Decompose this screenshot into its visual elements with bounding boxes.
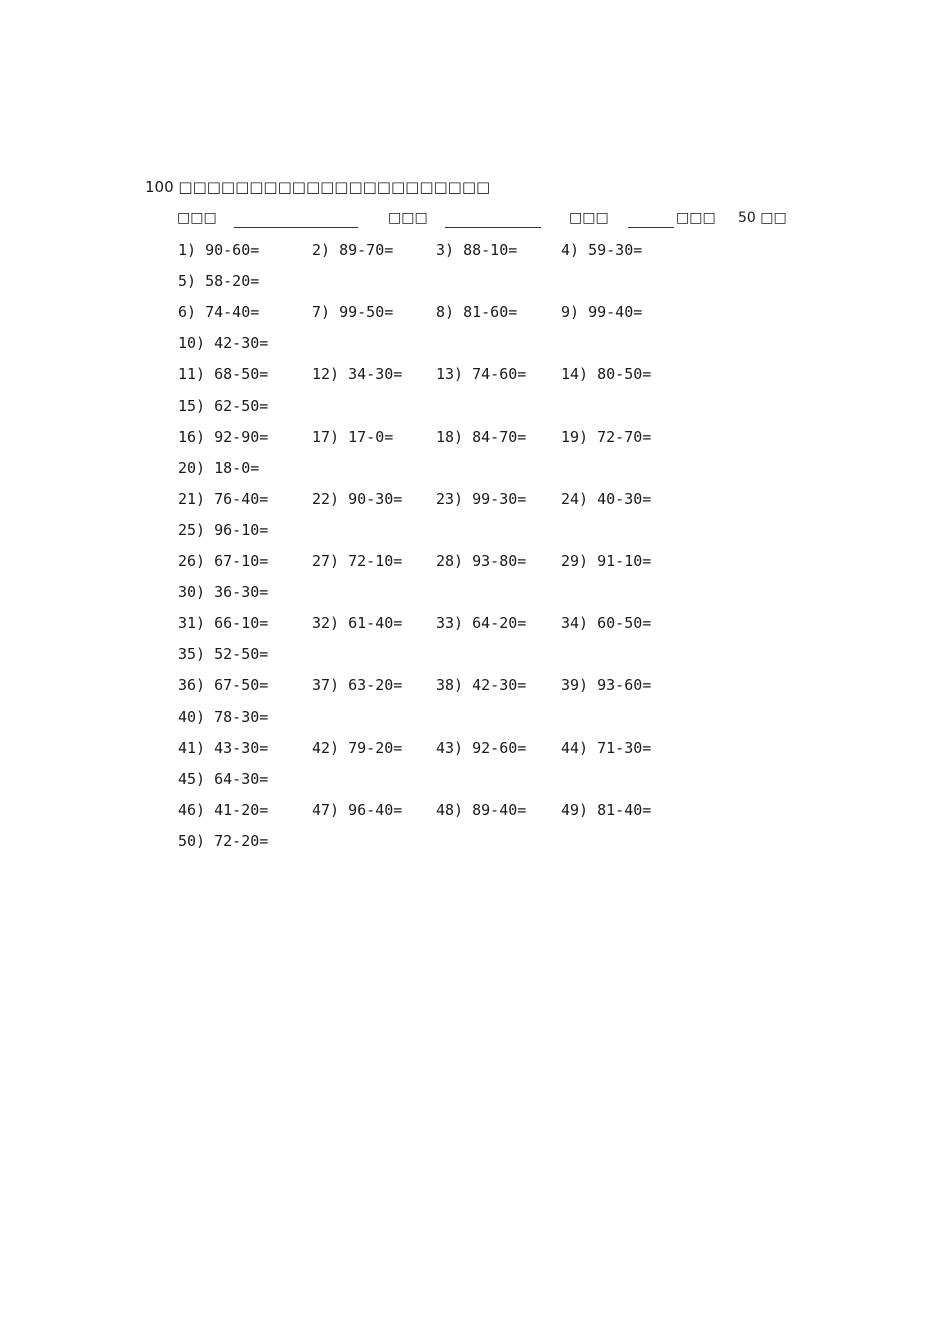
- problem-item: 49) 81-40=: [561, 800, 652, 819]
- problem-item: 38) 42-30=: [436, 676, 527, 695]
- problem-item: 3) 88-10=: [436, 241, 518, 259]
- problem-item: 11) 68-50=: [178, 365, 269, 384]
- problem-item: 47) 96-40=: [312, 800, 403, 819]
- problem-item: 29) 91-10=: [561, 552, 652, 570]
- problem-item: 18) 84-70=: [436, 427, 527, 446]
- problem-item: 50) 72-20=: [178, 831, 269, 850]
- problem-item: 31) 66-10=: [178, 614, 269, 633]
- problem-item: 19) 72-70=: [561, 427, 652, 446]
- problem-item: 35) 52-50=: [178, 645, 269, 664]
- problem-item: 8) 81-60=: [436, 303, 518, 322]
- problem-item: 21) 76-40=: [178, 489, 269, 508]
- problem-item: 15) 62-50=: [178, 396, 269, 415]
- problem-item: 4) 59-30=: [561, 241, 643, 259]
- problem-item: 28) 93-80=: [436, 552, 527, 570]
- problem-item: 26) 67-10=: [178, 552, 269, 570]
- score-blank: [628, 227, 674, 228]
- problem-item: 10) 42-30=: [178, 334, 269, 353]
- problem-item: 6) 74-40=: [178, 303, 260, 322]
- problem-item: 42) 79-20=: [312, 738, 403, 757]
- problem-item: 1) 90-60=: [178, 241, 260, 259]
- problem-item: 5) 58-20=: [178, 272, 260, 291]
- name-blank: [234, 227, 358, 228]
- problem-item: 41) 43-30=: [178, 738, 269, 757]
- problem-item: 9) 99-40=: [561, 303, 643, 322]
- problem-item: 43) 92-60=: [436, 738, 527, 757]
- problem-item: 40) 78-30=: [178, 707, 269, 726]
- problem-item: 36) 67-50=: [178, 676, 269, 695]
- class-label: □□□: [388, 210, 428, 226]
- problem-item: 48) 89-40=: [436, 800, 527, 819]
- problem-item: 12) 34-30=: [312, 365, 403, 384]
- time-label: □□□: [676, 210, 716, 226]
- problem-item: 17) 17-0=: [312, 427, 394, 446]
- problem-item: 33) 64-20=: [436, 614, 527, 633]
- problem-item: 34) 60-50=: [561, 614, 652, 633]
- name-label: □□□: [177, 210, 217, 226]
- problem-item: 16) 92-90=: [178, 427, 269, 446]
- problem-item: 2) 89-70=: [312, 241, 394, 259]
- problem-item: 25) 96-10=: [178, 520, 269, 539]
- problem-item: 30) 36-30=: [178, 583, 269, 602]
- problem-item: 22) 90-30=: [312, 489, 403, 508]
- class-blank: [445, 227, 541, 228]
- problem-item: 46) 41-20=: [178, 800, 269, 819]
- problem-item: 27) 72-10=: [312, 552, 403, 570]
- problem-item: 14) 80-50=: [561, 365, 652, 384]
- problem-item: 44) 71-30=: [561, 738, 652, 757]
- problem-item: 45) 64-30=: [178, 769, 269, 788]
- problem-item: 37) 63-20=: [312, 676, 403, 695]
- problem-count-label: 50 □□: [738, 210, 787, 226]
- problem-item: 7) 99-50=: [312, 303, 394, 322]
- problem-item: 32) 61-40=: [312, 614, 403, 633]
- problem-item: 24) 40-30=: [561, 489, 652, 508]
- problem-item: 20) 18-0=: [178, 458, 260, 477]
- problem-item: 13) 74-60=: [436, 365, 527, 384]
- problem-item: 39) 93-60=: [561, 676, 652, 695]
- worksheet-title: 100 □□□□□□□□□□□□□□□□□□□□□□: [145, 178, 491, 196]
- score-label: □□□: [569, 210, 609, 226]
- problem-item: 23) 99-30=: [436, 489, 527, 508]
